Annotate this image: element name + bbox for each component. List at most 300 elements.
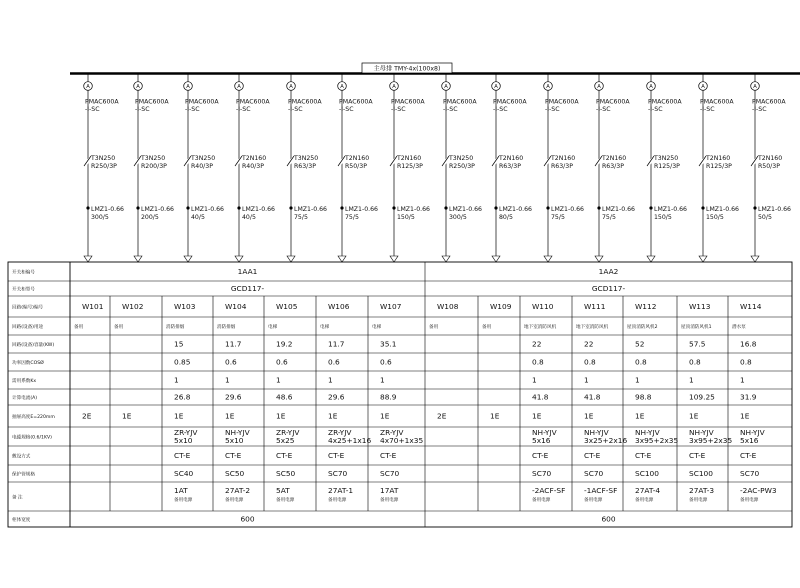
cell-cable: NH-YJV (584, 428, 609, 437)
cell-kx: 1 (584, 375, 589, 385)
breaker-model: T2N160 (397, 155, 422, 162)
panel-width: 600 (601, 514, 616, 524)
ct-icon (86, 206, 89, 209)
column-W102 (114, 302, 143, 421)
outgoing-arrow-icon (235, 256, 243, 262)
meter-model-suffix: -I-SC (135, 106, 150, 113)
cell-cable: NH-YJV (740, 428, 765, 437)
breaker-rating: R40/3P (191, 163, 213, 170)
cell-module: 2E (82, 411, 92, 421)
panel-model: GCD117- (591, 284, 626, 294)
meter-model-suffix: -I-SC (752, 106, 767, 113)
ct-model: LMZ1-0.66 (706, 206, 739, 213)
row-label-laying: 敷设方式 (12, 454, 31, 460)
cell-current: 26.8 (174, 392, 191, 402)
cell-pf: 0.6 (328, 357, 340, 367)
cell-current: 98.8 (635, 392, 652, 402)
ct-icon (701, 206, 704, 209)
column-W103 (166, 302, 197, 503)
row-label-pf: 功率因数COSØ (12, 361, 44, 366)
cell-remark-note: 备用电源 (276, 498, 295, 503)
breaker-model: T2N160 (758, 155, 783, 162)
ammeter-glyph: A (340, 84, 344, 91)
cell-module: 1E (689, 411, 699, 421)
outgoing-arrow-icon (390, 256, 398, 262)
ammeter-glyph: A (546, 84, 550, 91)
cell-pf: 0.85 (174, 357, 191, 367)
breaker-rating: R250/3P (91, 163, 117, 170)
row-label-cab-width: 柜体宽度 (12, 518, 31, 523)
row-label-use: 回路(设备)用途 (12, 325, 44, 330)
cell-use: 备用 (114, 325, 124, 330)
cell-current: 41.8 (584, 392, 601, 402)
cell-pipe: SC70 (740, 469, 760, 479)
cell-pipe: SC40 (174, 469, 194, 479)
ct-model: LMZ1-0.66 (191, 206, 224, 213)
meter-model-suffix: -I-SC (648, 106, 663, 113)
cell-remark-note: 备用电源 (328, 498, 347, 503)
ct-model: LMZ1-0.66 (294, 206, 327, 213)
cell-no: W102 (122, 302, 144, 312)
ct-ratio: 75/5 (551, 214, 565, 221)
ammeter-glyph: A (136, 84, 140, 91)
ammeter-glyph: A (597, 84, 601, 91)
meter-model-suffix: -I-SC (185, 106, 200, 113)
circuit-9 (492, 74, 532, 262)
meter-model: PMAC600A (236, 98, 270, 106)
cell-cable-size: 4x25+1x16 (328, 436, 372, 445)
meter-model: PMAC600A (493, 98, 527, 106)
ct-ratio: 300/5 (449, 214, 467, 221)
ct-ratio: 150/5 (654, 214, 672, 221)
breaker-model: T2N160 (602, 155, 627, 162)
cell-remark: 1AT (174, 486, 188, 495)
ct-ratio: 150/5 (706, 214, 724, 221)
outgoing-arrow-icon (84, 256, 92, 262)
cell-cable: NH-YJV (225, 428, 250, 437)
ct-model: LMZ1-0.66 (141, 206, 174, 213)
cell-module: 1E (225, 411, 235, 421)
ct-icon (237, 206, 240, 209)
cell-no: W106 (328, 302, 350, 312)
meter-model-suffix: -I-SC (339, 106, 354, 113)
breaker-rating: R250/3P (449, 163, 475, 170)
meter-model-suffix: -I-SC (391, 106, 406, 113)
cell-pf: 0.8 (689, 357, 701, 367)
circuit-7 (390, 74, 430, 262)
ct-icon (289, 206, 292, 209)
cell-current: 31.9 (740, 392, 757, 402)
cell-cable: ZR-YJV (174, 428, 198, 437)
cell-no: W112 (635, 302, 657, 312)
ct-ratio: 75/5 (602, 214, 616, 221)
ammeter-glyph: A (237, 84, 241, 91)
cell-kx: 1 (532, 375, 537, 385)
ct-model: LMZ1-0.66 (602, 206, 635, 213)
breaker-model: T3N250 (654, 155, 679, 162)
cell-module: 1E (174, 411, 184, 421)
cell-remark: -2AC-PW3 (740, 486, 777, 495)
row-label-current: 计算电流(A) (12, 396, 38, 401)
cell-remark-note: 备用电源 (174, 498, 193, 503)
cell-remark-note: 备用电源 (225, 498, 244, 503)
circuit-4 (235, 74, 275, 262)
ammeter-glyph: A (444, 84, 448, 91)
ct-model: LMZ1-0.66 (345, 206, 378, 213)
cell-use: 备用 (74, 325, 84, 330)
ct-model: LMZ1-0.66 (397, 206, 430, 213)
cell-cable-size: 5x16 (532, 436, 551, 445)
ct-model: LMZ1-0.66 (654, 206, 687, 213)
cell-cable: ZR-YJV (328, 428, 352, 437)
cell-use: 电梯 (320, 325, 330, 330)
cell-no: W111 (584, 302, 606, 312)
cell-cable-size: 5x10 (174, 436, 193, 445)
row-label-kx: 需用系数Kx (12, 379, 37, 384)
cell-kx: 1 (740, 375, 745, 385)
cell-use: 地下室消防风机 (524, 325, 557, 330)
cell-pf: 0.8 (635, 357, 647, 367)
cell-pf: 0.8 (584, 357, 596, 367)
cell-no: W114 (740, 302, 762, 312)
ct-icon (186, 206, 189, 209)
column-W110 (524, 302, 565, 503)
breaker-model: T2N160 (499, 155, 524, 162)
ct-icon (392, 206, 395, 209)
cell-kx: 1 (689, 375, 694, 385)
meter-model: PMAC600A (135, 98, 169, 106)
ct-model: LMZ1-0.66 (449, 206, 482, 213)
cell-pipe: SC100 (689, 469, 713, 479)
cell-laying: CT-E (328, 451, 345, 461)
ammeter-glyph: A (289, 84, 293, 91)
cell-power: 11.7 (225, 339, 242, 349)
cell-pf: 0.8 (740, 357, 752, 367)
circuit-5 (287, 74, 327, 262)
ct-model: LMZ1-0.66 (758, 206, 791, 213)
row-label-remark: 备 注 (12, 495, 23, 501)
outgoing-arrow-icon (492, 256, 500, 262)
cell-current: 48.6 (276, 392, 293, 402)
meter-model: PMAC600A (391, 98, 425, 106)
ammeter-glyph: A (753, 84, 757, 91)
ct-ratio: 40/5 (191, 214, 205, 221)
cell-current: 29.6 (225, 392, 242, 402)
breaker-model: T2N160 (706, 155, 731, 162)
busbar-label: 主母排 TMY-4x(100x8) (373, 65, 441, 73)
breaker-rating: R63/3P (499, 163, 521, 170)
cell-cable-size: 5x25 (276, 436, 295, 445)
ct-model: LMZ1-0.66 (551, 206, 584, 213)
cell-no: W101 (82, 302, 104, 312)
ct-ratio: 50/5 (758, 214, 772, 221)
cell-current: 88.9 (380, 392, 397, 402)
cell-no: W103 (174, 302, 196, 312)
cell-module: 1E (635, 411, 645, 421)
cell-kx: 1 (328, 375, 333, 385)
row-label-panel-id: 开关柜编号 (12, 270, 35, 276)
cell-pipe: SC70 (584, 469, 604, 479)
ct-ratio: 75/5 (345, 214, 359, 221)
outgoing-arrow-icon (751, 256, 759, 262)
outgoing-arrow-icon (647, 256, 655, 262)
breaker-model: T2N160 (345, 155, 370, 162)
ct-ratio: 200/5 (141, 214, 159, 221)
cell-remark: 17AT (380, 486, 399, 495)
cell-power: 22 (532, 339, 542, 349)
cell-module: 1E (122, 411, 132, 421)
cell-pipe: SC50 (225, 469, 245, 479)
outgoing-arrow-icon (134, 256, 142, 262)
breaker-rating: R63/3P (294, 163, 316, 170)
cell-use: 屋顶消防风机2 (627, 325, 658, 330)
ct-icon (494, 206, 497, 209)
cell-use: 电梯 (372, 325, 382, 330)
meter-model-suffix: -I-SC (443, 106, 458, 113)
cell-use: 地下室消防风机 (576, 325, 609, 330)
meter-model: PMAC600A (85, 98, 119, 106)
meter-model-suffix: -I-SC (545, 106, 560, 113)
cell-cable: NH-YJV (689, 428, 714, 437)
outgoing-arrow-icon (699, 256, 707, 262)
cell-laying: CT-E (584, 451, 601, 461)
column-W106 (320, 302, 371, 503)
breaker-rating: R125/3P (654, 163, 680, 170)
breaker-rating: R50/3P (345, 163, 367, 170)
breaker-model: T2N160 (242, 155, 267, 162)
column-W108 (429, 302, 459, 421)
breaker-model: T3N250 (141, 155, 166, 162)
cell-pipe: SC50 (276, 469, 296, 479)
cell-cable-size: 5x10 (225, 436, 244, 445)
ct-ratio: 150/5 (397, 214, 415, 221)
cell-cable-size: 3x95+2x35 (635, 436, 679, 445)
ammeter-glyph: A (86, 84, 90, 91)
cell-current: 29.6 (328, 392, 345, 402)
column-W111 (576, 302, 627, 503)
cell-module: 1E (490, 411, 500, 421)
cell-use: 消防排烟 (217, 325, 236, 330)
ct-ratio: 75/5 (294, 214, 308, 221)
cell-module: 1E (584, 411, 594, 421)
ammeter-glyph: A (494, 84, 498, 91)
cell-no: W110 (532, 302, 554, 312)
cell-no: W104 (225, 302, 247, 312)
meter-model: PMAC600A (443, 98, 477, 106)
cell-kx: 1 (380, 375, 385, 385)
cell-no: W108 (437, 302, 459, 312)
circuit-2 (134, 74, 174, 262)
meter-model-suffix: -I-SC (236, 106, 251, 113)
cell-cable: ZR-YJV (276, 428, 300, 437)
cell-module: 1E (740, 411, 750, 421)
cell-cable-size: 5x16 (740, 436, 759, 445)
breaker-rating: R63/3P (602, 163, 624, 170)
cell-use: 消防排烟 (166, 325, 185, 330)
ammeter-glyph: A (186, 84, 190, 91)
cell-module: 1E (380, 411, 390, 421)
cell-power: 57.5 (689, 339, 706, 349)
cell-pf: 0.6 (276, 357, 288, 367)
outgoing-arrow-icon (544, 256, 552, 262)
circuit-6 (338, 74, 378, 262)
ct-icon (649, 206, 652, 209)
row-label-panel-model: 开关柜型号 (12, 287, 35, 293)
circuit-13 (699, 74, 739, 262)
circuit-14 (751, 74, 791, 262)
cell-use: 潜水泵 (732, 325, 746, 330)
cell-laying: CT-E (174, 451, 191, 461)
column-W109 (482, 302, 512, 421)
cell-remark-note: 备用电源 (689, 498, 708, 503)
cell-remark: 27AT-3 (689, 486, 715, 495)
cell-pipe: SC70 (380, 469, 400, 479)
cell-remark: 27AT-2 (225, 486, 251, 495)
row-label-circuit-no: 回路(编号)编号 (12, 305, 44, 311)
circuit-10 (544, 74, 584, 262)
breaker-rating: R200/3P (141, 163, 167, 170)
ct-icon (444, 206, 447, 209)
cell-pipe: SC70 (328, 469, 348, 479)
cell-remark: 27AT-1 (328, 486, 354, 495)
ammeter-glyph: A (392, 84, 396, 91)
panel-model: GCD117- (230, 284, 265, 294)
cell-pf: 0.6 (225, 357, 237, 367)
cell-cable: NH-YJV (635, 428, 660, 437)
ct-icon (340, 206, 343, 209)
cell-pipe: SC100 (635, 469, 659, 479)
ct-ratio: 300/5 (91, 214, 109, 221)
row-label-pipe: 保护管规格 (12, 472, 35, 478)
ct-model: LMZ1-0.66 (242, 206, 275, 213)
meter-model: PMAC600A (648, 98, 682, 106)
cell-module: 1E (276, 411, 286, 421)
outgoing-arrow-icon (442, 256, 450, 262)
cell-module: 2E (437, 411, 447, 421)
column-W113 (681, 302, 732, 503)
cell-no: W105 (276, 302, 298, 312)
cell-remark-note: 备用电源 (532, 498, 551, 503)
meter-model-suffix: -I-SC (288, 106, 303, 113)
ct-model: LMZ1-0.66 (91, 206, 124, 213)
ct-icon (597, 206, 600, 209)
column-W107 (372, 302, 423, 503)
cell-laying: CT-E (276, 451, 293, 461)
meter-model: PMAC600A (596, 98, 630, 106)
ammeter-glyph: A (701, 84, 705, 91)
breaker-rating: R125/3P (397, 163, 423, 170)
cell-laying: CT-E (225, 451, 242, 461)
breaker-model: T2N160 (551, 155, 576, 162)
meter-model-suffix: -I-SC (596, 106, 611, 113)
cell-use: 屋顶消防风机1 (681, 325, 712, 330)
cell-power: 22 (584, 339, 594, 349)
cell-power: 52 (635, 339, 645, 349)
cell-use: 备用 (482, 325, 492, 330)
breaker-model: T3N250 (191, 155, 216, 162)
cell-pipe: SC70 (532, 469, 552, 479)
ct-icon (546, 206, 549, 209)
breaker-model: T3N250 (91, 155, 116, 162)
cell-remark: 27AT-4 (635, 486, 661, 495)
meter-model-suffix: -I-SC (85, 106, 100, 113)
cell-power: 35.1 (380, 339, 397, 349)
ct-ratio: 40/5 (242, 214, 256, 221)
cell-cable: ZR-YJV (380, 428, 404, 437)
circuit-12 (647, 74, 687, 262)
cell-module: 1E (532, 411, 542, 421)
cell-kx: 1 (635, 375, 640, 385)
column-W104 (217, 302, 250, 503)
cell-module: 1E (328, 411, 338, 421)
breaker-model: T3N250 (449, 155, 474, 162)
outgoing-arrow-icon (184, 256, 192, 262)
breaker-rating: R63/3P (551, 163, 573, 170)
outgoing-arrow-icon (287, 256, 295, 262)
cell-remark-note: 备用电源 (740, 498, 759, 503)
cell-kx: 1 (276, 375, 281, 385)
ct-icon (136, 206, 139, 209)
breaker-rating: R50/3P (758, 163, 780, 170)
cell-power: 11.7 (328, 339, 345, 349)
panel-width: 600 (240, 514, 255, 524)
ct-model: LMZ1-0.66 (499, 206, 532, 213)
cell-pf: 0.6 (380, 357, 392, 367)
cell-remark-note: 备用电源 (380, 498, 399, 503)
circuit-11 (595, 74, 635, 262)
panel-id: 1AA2 (598, 267, 619, 277)
cell-no: W113 (689, 302, 711, 312)
cell-remark-note: 备用电源 (584, 498, 603, 503)
outgoing-arrow-icon (338, 256, 346, 262)
panel-id: 1AA1 (237, 267, 258, 277)
cell-cable-size: 3x25+2x16 (584, 436, 628, 445)
cell-laying: CT-E (689, 451, 706, 461)
cell-kx: 1 (225, 375, 230, 385)
row-label-power: 回路(设备)容量(KW) (12, 343, 55, 348)
breaker-rating: R40/3P (242, 163, 264, 170)
cell-laying: CT-E (380, 451, 397, 461)
circuit-8 (442, 74, 482, 262)
cell-power: 19.2 (276, 339, 293, 349)
cell-pf: 0.8 (532, 357, 544, 367)
ct-icon (753, 206, 756, 209)
cell-current: 109.25 (689, 392, 715, 402)
ct-ratio: 80/5 (499, 214, 513, 221)
cell-cable-size: 3x95+2x35 (689, 436, 733, 445)
outgoing-arrow-icon (595, 256, 603, 262)
cell-no: W107 (380, 302, 402, 312)
cell-remark: -2ACF-SF (532, 486, 566, 495)
circuit-3 (184, 74, 224, 262)
row-label-cable: 电缆规格(0.6/1KV) (12, 435, 52, 441)
column-W105 (268, 302, 299, 503)
cell-remark: 5AT (276, 486, 290, 495)
row-label-module: 抽屉高度E=220mm (12, 415, 55, 420)
breaker-rating: R125/3P (706, 163, 732, 170)
cell-cable-size: 4x70+1x35 (380, 436, 424, 445)
meter-model: PMAC600A (339, 98, 373, 106)
cell-cable: NH-YJV (532, 428, 557, 437)
cell-remark: -1ACF-SF (584, 486, 618, 495)
column-W112 (627, 302, 678, 503)
cell-current: 41.8 (532, 392, 549, 402)
circuit-1 (84, 74, 124, 262)
meter-model-suffix: -I-SC (700, 106, 715, 113)
cell-remark-note: 备用电源 (635, 498, 654, 503)
meter-model: PMAC600A (700, 98, 734, 106)
cell-kx: 1 (174, 375, 179, 385)
